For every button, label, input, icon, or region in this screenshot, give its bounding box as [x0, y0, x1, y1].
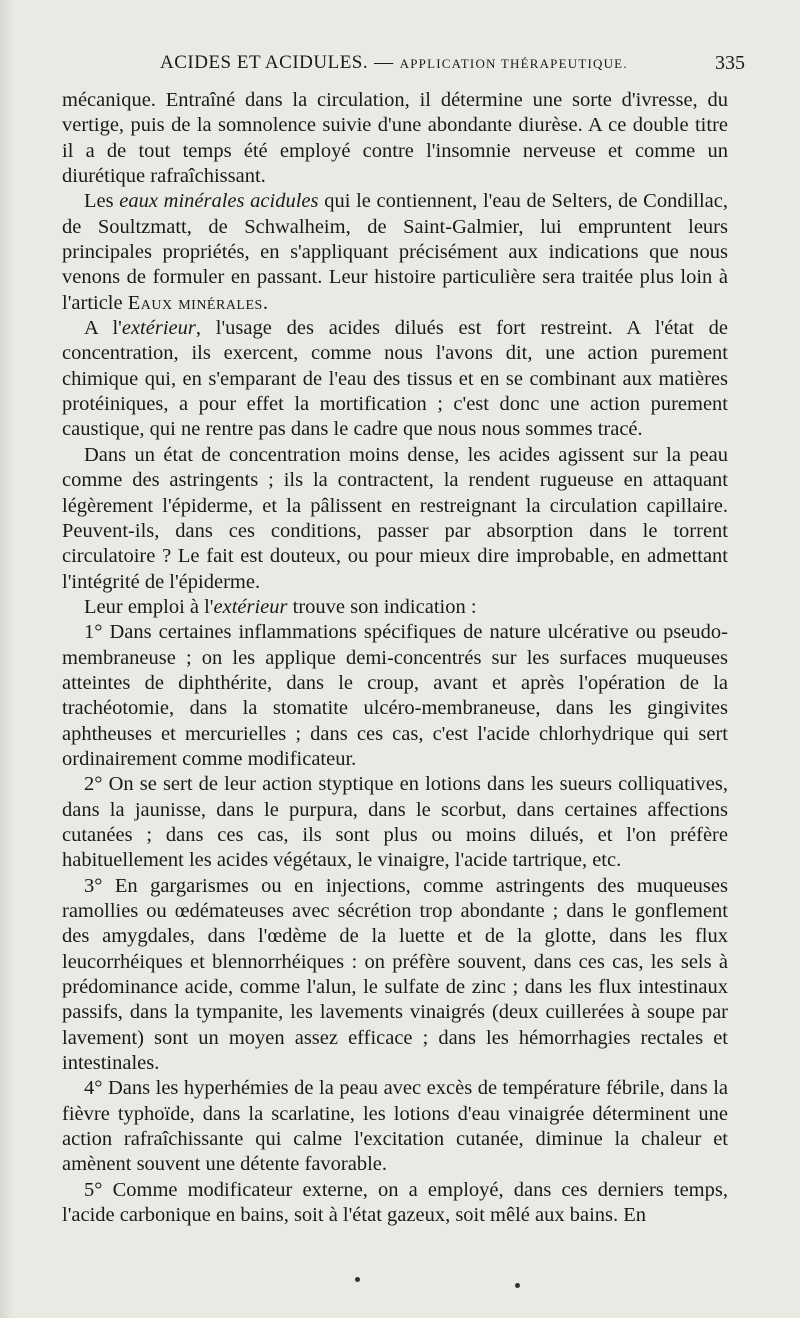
paragraph-text: mécanique. Entraîné dans la circulation, il détermine une sorte d'ivresse, du vertige, puis de la somnolence suivie d'une abondante diurèse. A ce double titre il a de tout temps été employé contre l'insomnie nerveuse et comme un diurétique rafraîchissant. [62, 89, 728, 188]
paragraph-4 [62, 443, 728, 595]
running-head-section: ACIDES ET ACIDULES. [160, 52, 369, 73]
paragraph-5 [62, 595, 728, 620]
list-item-5 [62, 1178, 728, 1229]
italic-term: extérieur [121, 317, 196, 340]
paragraph-text: Dans un état de concentration moins dense, les acides agissent sur la peau comme des astringents ; ils la contractent, la rendent rugueuse en attaquant légèrement l'épiderme, et la pâlissent en restreignant la circulation capillaire. Peuvent-ils, dans ces conditions, passer par absorption dans le torrent circulatoire ? Le fait est douteux, ou pour mieux dire improbable, en admettant l'intégrité de l'épiderme. [62, 443, 728, 593]
running-head-subsection: APPLICATION THÉRAPEUTIQUE. [399, 56, 628, 71]
paragraph-text: 5° Comme modificateur externe, on a employé, dans ces derniers temps, l'acide carbonique en bains, soit à l'état gazeux, soit mêlé aux bains. En [62, 1178, 728, 1227]
paragraph-text: qui le contiennent, l'eau de Selters, de Condillac, de Soultzmatt, de Schwalheim, de Saint-Galmier, lui empruntent leurs principales propriétés, en s'appliquant précisément aux indications que nous venons de formuler en passant. Leur histoire particulière sera traitée plus loin à l'article [62, 190, 728, 314]
running-head [160, 52, 628, 74]
paragraph-text: 1° Dans certaines inflammations spécifiques de nature ulcérative ou pseudo-membraneuse ; on les applique demi-concentrés sur les surfaces muqueuses atteintes de diphthérite, dans le croup, avant et après l'opération de la trachéotomie, dans la stomatite ulcéro-membraneuse, dans les gingivites aphtheuses et mercurielles ; dans ces cas, c'est l'acide chlorhydrique qui sert ordinairement comme modificateur. [62, 621, 728, 770]
paragraph-text: trouve son indication : [287, 595, 477, 618]
page-number: 335 [715, 52, 745, 74]
list-item-3 [62, 874, 728, 1077]
body-text [62, 88, 728, 1228]
page-header [60, 52, 745, 80]
page-gutter-shadow [0, 0, 14, 1318]
italic-term: extérieur [213, 595, 288, 618]
list-item-1 [62, 620, 728, 772]
paragraph-text: Les [84, 190, 120, 213]
paragraph-text: . [262, 291, 268, 314]
cross-reference: Eaux minérales [127, 291, 263, 314]
paragraph-text: 4° Dans les hyperhémies de la peau avec excès de température fébrile, dans la fièvre typhoïde, dans la scarlatine, les lotions d'eau vinaigrée déterminent une action rafraîchissante qui calme l'excitation cutanée, diminue la chaleur et amènent souvent une détente favorable. [62, 1077, 728, 1176]
list-item-4 [62, 1076, 728, 1177]
paragraph-text: 2° On se sert de leur action styptique en lotions dans les sueurs colliquatives, dans la jaunisse, dans le purpura, dans le scorbut, dans certaines affections cutanées ; dans ces cas, ils sont plus ou moins dilués, et l'on préfère habituellement les acides végétaux, le vinaigre, l'acide tartrique, etc. [62, 773, 728, 872]
paragraph-1 [62, 88, 728, 189]
list-item-2 [62, 772, 728, 873]
paragraph-text: Leur emploi à l' [84, 595, 214, 618]
italic-term: eaux minérales acidules [119, 190, 319, 213]
print-speck [515, 1283, 520, 1288]
paragraph-text: A l' [84, 317, 122, 340]
paragraph-2 [62, 189, 728, 316]
running-head-separator: — [374, 52, 394, 73]
paragraph-text: , l'usage des acides dilués est fort restreint. A l'état de concentration, ils exercent, comme nous l'avons dit, une action purement chimique qui, en s'emparant de l'eau des tissus et en se combinant aux matières protéiniques, a pour effet la mortification ; c'est donc une action purement caustique, qui ne rentre pas dans le cadre que nous nous sommes tracé. [62, 317, 728, 441]
print-speck [355, 1277, 360, 1282]
paragraph-3 [62, 316, 728, 443]
paragraph-text: 3° En gargarismes ou en injections, comme astringents des muqueuses ramollies ou œdémateuses avec sécrétion trop abondante ; dans le gonflement des amygdales, dans l'œdème de la luette et de la glotte, dans les flux leucorrhéiques et blennorrhéiques : on préfère souvent, dans ces cas, les sels à prédominance acide, comme l'alun, le sulfate de zinc ; dans les flux intestinaux passifs, dans la tympanite, les lavements vinaigrés (deux cuillerées à soupe par lavement) sont un moyen assez efficace ; dans les hémorrhagies rectales et intestinales. [62, 874, 728, 1075]
